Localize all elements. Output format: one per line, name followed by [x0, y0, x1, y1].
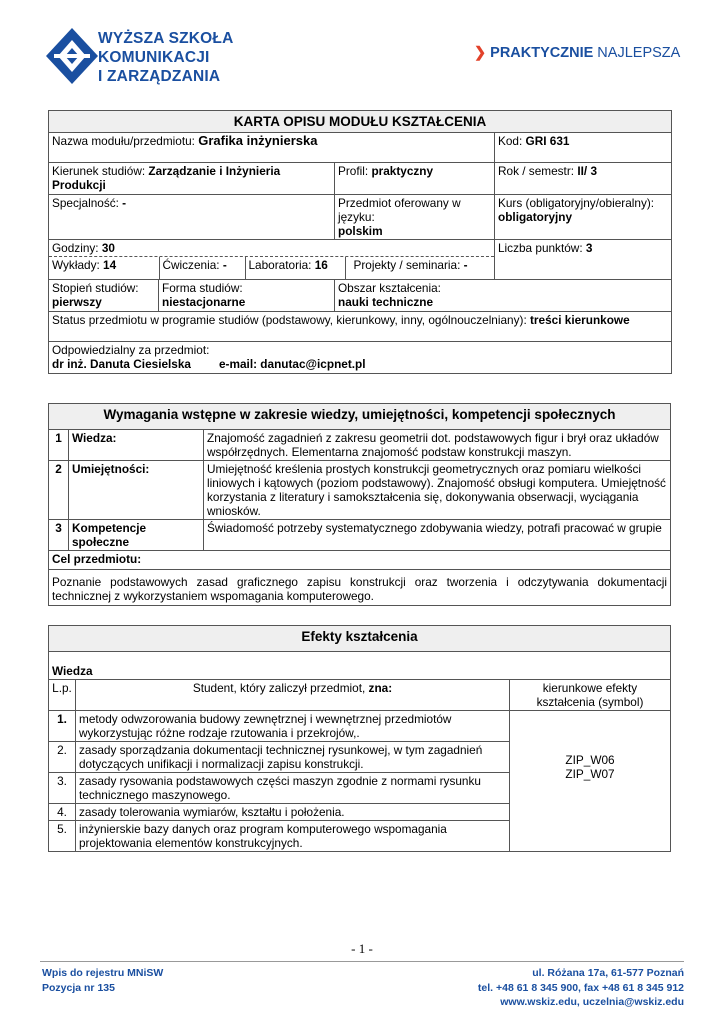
requirement-row: 3 Kompetencje społeczne Świadomość potrzeby systematycznego zdobywania wiedzy, potrafi pracować w grupie	[49, 520, 671, 551]
card-title: KARTA OPISU MODUŁU KSZTAŁCENIA	[49, 111, 672, 133]
requirements-title: Wymagania wstępne w zakresie wiedzy, umiejętności, kompetencji społecznych	[49, 404, 671, 430]
module-card	[48, 110, 671, 374]
study-form: Forma studiów: niestacjonarne	[159, 280, 335, 312]
education-area: Obszar kształcenia: nauki techniczne	[335, 280, 672, 312]
col-lp: L.p.	[49, 680, 76, 711]
specialty: Specjalność: -	[49, 195, 335, 240]
responsible-person: Odpowiedzialny za przedmiot: dr inż. Danuta Ciesielska e-mail: danutac@icpnet.pl	[49, 342, 672, 374]
ects-points: Liczba punktów: 3	[495, 240, 672, 280]
outcome-row: 1. metody odwzorowania budowy zewnętrznej i wewnętrznej przedmiotów wykorzystując różne rodzaje rzutowania i przekrojów,. ZIP_W06 ZIP_W07	[49, 711, 671, 742]
year-semester: Rok / semestr: II/ 3	[495, 163, 672, 195]
module-status: Status przedmiotu w programie studiów (podstawowy, kierunkowy, inny, ogólnouczelniany): treści kierunkowe	[49, 312, 672, 342]
course-type: Kurs (obligatoryjny/obieralny): obligatoryjny	[495, 195, 672, 240]
footer-contact: ul. Różana 17a, 61-577 Poznań tel. +48 61 8 345 900, fax +48 61 8 345 912 www.wskiz.edu, uczelnia@wskiz.edu	[477, 967, 684, 1008]
outcome-row: 3. zasady rysowania podstawowych części maszyn zgodnie z normami rysunku technicznego maszynowego.	[49, 773, 671, 804]
language: Przedmiot oferowany w języku: polskim	[335, 195, 495, 240]
laboratories: Laboratoria: 16	[245, 257, 345, 279]
goal-text: Poznanie podstawowych zasad graficznego zapisu konstrukcji oraz tworzenia i odczytywania dokumentacji technicznej z wykorzystaniem wspomagania komputerowego.	[49, 570, 671, 606]
page-number: - 1 -	[351, 941, 373, 956]
outcome-symbols: ZIP_W06 ZIP_W07	[510, 711, 671, 852]
outcomes-title: Efekty kształcenia	[49, 626, 671, 652]
module-code: Kod: GRI 631	[495, 133, 672, 163]
learning-outcomes-section	[48, 625, 671, 852]
goal-label: Cel przedmiotu:	[49, 551, 671, 570]
study-degree: Stopień studiów: pierwszy	[49, 280, 159, 312]
chevron-right-icon: ❯	[474, 45, 487, 61]
outcomes-section-label: Wiedza	[49, 652, 671, 680]
col-symbol: kierunkowe efekty kształcenia (symbol)	[510, 680, 671, 711]
outcome-row: 5. inżynierskie bazy danych oraz program komputerowego wspomagania projektowania elementów konstrukcyjnych.	[49, 821, 671, 852]
hours: Godziny: 30	[49, 240, 494, 257]
projects: Projekty / seminaria: -	[353, 258, 468, 272]
requirement-row: 1 Wiedza: Znajomość zagadnień z zakresu geometrii dot. podstawowych figur i brył oraz układów współrzędnych. Elementarna znajomość podstaw konstrukcji maszyn.	[49, 430, 671, 461]
module-name: Nazwa modułu/przedmiotu: Grafika inżynierska	[49, 133, 495, 163]
lectures: Wykłady: 14	[49, 257, 159, 279]
outcome-row: 2. zasady sporządzania dokumentacji technicznej rysunkowej, w tym zagadnień dotyczących unifikacji i normalizacji zapisu konstrukcji.	[49, 742, 671, 773]
col-student: Student, który zaliczył przedmiot, zna:	[76, 680, 510, 711]
requirements-section	[48, 403, 671, 606]
school-slogan: ❯ PRAKTYCZNIE NAJLEPSZA	[474, 45, 681, 61]
footer-divider	[40, 961, 684, 962]
study-field: Kierunek studiów: Zarządzanie i Inżynieria Produkcji	[49, 163, 335, 195]
study-profile: Profil: praktyczny	[335, 163, 495, 195]
exercises: Ćwiczenia: -	[159, 257, 245, 279]
requirement-row: 2 Umiejętności: Umiejętność kreślenia prostych konstrukcji geometrycznych oraz pomiaru wielkości liniowych i kątowych (poziom podstawowy). Znajomość obsługi komputera. Umiejętność korzystania z literatury i samokształcenia się, dokonywania obserwacji, wyciągania wniosków.	[49, 461, 671, 520]
outcome-row: 4. zasady tolerowania wymiarów, kształtu i położenia.	[49, 804, 671, 821]
footer-registry: Wpis do rejestru MNiSW Pozycja nr 135	[42, 967, 164, 994]
school-logo	[44, 26, 100, 86]
school-name: WYŻSZA SZKOŁA KOMUNIKACJI I ZARZĄDZANIA	[98, 30, 234, 85]
